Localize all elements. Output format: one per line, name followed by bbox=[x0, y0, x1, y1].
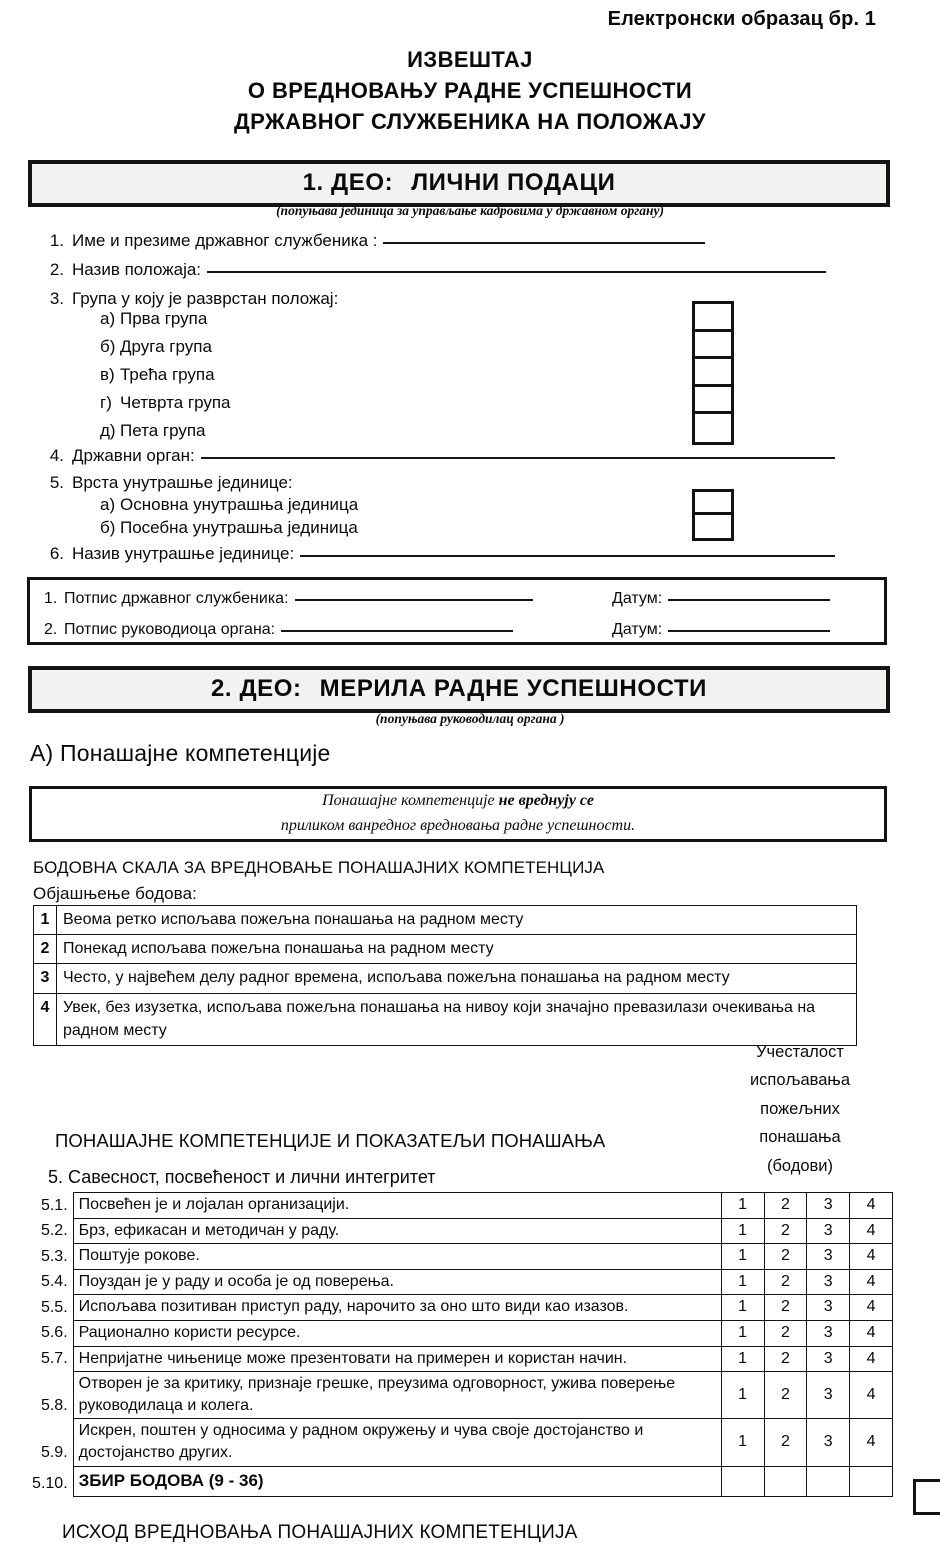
row-5-2-score-3[interactable]: 3 bbox=[807, 1218, 850, 1244]
row-5-3-score-3[interactable]: 3 bbox=[807, 1244, 850, 1270]
group-option-g-letter: г) bbox=[100, 393, 112, 412]
signature-1-label: Потпис државног службеника: bbox=[64, 590, 289, 607]
checkbox-group-d[interactable] bbox=[695, 414, 731, 442]
row-5-6-score-3[interactable]: 3 bbox=[807, 1320, 850, 1346]
total-score-input-box[interactable] bbox=[913, 1479, 940, 1515]
group-option-d bbox=[100, 422, 206, 439]
row-5-10-cell-1[interactable] bbox=[721, 1466, 764, 1497]
signature-2-date-label: Датум: bbox=[612, 621, 663, 638]
signature-box bbox=[27, 577, 887, 645]
group-option-b-letter: б) bbox=[100, 337, 116, 356]
unit-checkbox-stack[interactable] bbox=[692, 489, 734, 541]
row-5-9-score-4[interactable]: 4 bbox=[850, 1419, 893, 1466]
scale-row-3-number: 3 bbox=[34, 964, 57, 993]
note-line-1 bbox=[322, 789, 594, 814]
section-1-header bbox=[28, 160, 890, 207]
row-5-6-score-4[interactable]: 4 bbox=[850, 1320, 893, 1346]
unit-option-b-label: Посебна унутрашња јединица bbox=[120, 518, 358, 537]
row-5-5-number: 5.5. bbox=[40, 1298, 68, 1316]
row-5-7-number: 5.7. bbox=[40, 1350, 68, 1368]
row-5-4-text: Поуздан је у раду и особа је од поверења. bbox=[73, 1269, 721, 1295]
competency-table bbox=[20, 1192, 893, 1497]
competency-table-header: ПОНАШАЈНЕ КОМПЕТЕНЦИЈЕ И ПОКАЗАТЕЉИ ПОНАШАЊА bbox=[55, 1130, 606, 1151]
field-3-number: 3. bbox=[49, 289, 64, 308]
row-5-9-text-line-2: достојанство других. bbox=[78, 1443, 233, 1461]
checkbox-group-b[interactable] bbox=[695, 332, 731, 360]
frequency-header-line-3: пожељних bbox=[760, 1099, 840, 1118]
signature-row-manager-date bbox=[612, 622, 830, 638]
competency-table-wrapper bbox=[20, 1192, 935, 1497]
table-row bbox=[34, 906, 857, 935]
row-5-7-score-2[interactable]: 2 bbox=[764, 1346, 807, 1372]
row-5-6-number: 5.6. bbox=[40, 1324, 68, 1342]
section-1-deo-label: 1. ДЕО: bbox=[302, 169, 394, 196]
row-5-3-score-1[interactable]: 1 bbox=[721, 1244, 764, 1270]
field-row-name bbox=[38, 232, 705, 249]
row-5-5-score-2[interactable]: 2 bbox=[764, 1295, 807, 1321]
row-5-9-text-line-1: Искрен, поштен у односима у радном окружењу и чува своје достојанство и bbox=[78, 1422, 644, 1440]
note-line-1-emphasis: не вреднују се bbox=[498, 792, 594, 810]
row-5-9-text bbox=[73, 1419, 721, 1466]
group-option-b-label: Друга група bbox=[120, 337, 212, 356]
competency-group-title: 5. Савесност, посвећеност и лични интегритет bbox=[48, 1167, 436, 1187]
document-code: Електронски образац бр. 1 bbox=[607, 8, 876, 30]
row-5-8-score-4[interactable]: 4 bbox=[850, 1372, 893, 1419]
frequency-header-line-2: испољавања bbox=[749, 1071, 851, 1090]
table-row bbox=[20, 1320, 893, 1346]
field-6-number: 6. bbox=[49, 544, 64, 563]
field-1-input-line[interactable] bbox=[383, 242, 705, 244]
section-2-deo-label: 2. ДЕО: bbox=[210, 675, 302, 702]
field-3-label: Група у коју је разврстан положај: bbox=[72, 289, 339, 308]
unit-option-b bbox=[100, 519, 358, 536]
row-5-1-score-4[interactable]: 4 bbox=[850, 1193, 893, 1219]
row-5-9-score-3[interactable]: 3 bbox=[807, 1419, 850, 1466]
row-5-2-score-4[interactable]: 4 bbox=[850, 1218, 893, 1244]
scale-row-2-text: Понекад испољава пожељна понашања на радном месту bbox=[57, 935, 857, 964]
row-5-10-cell-4[interactable] bbox=[850, 1466, 893, 1497]
table-row bbox=[20, 1218, 893, 1244]
row-5-8-text-line-2: руководилаца и колега. bbox=[78, 1396, 254, 1414]
signature-row-employee bbox=[44, 591, 533, 607]
row-5-10-number: 5.10. bbox=[32, 1475, 68, 1493]
page-title bbox=[0, 44, 940, 138]
table-row bbox=[20, 1193, 893, 1219]
scale-title: БОДОВНА СКАЛА ЗА ВРЕДНОВАЊЕ ПОНАШАЈНИХ КОМПЕТЕНЦИЈА bbox=[33, 858, 605, 877]
group-checkbox-stack[interactable] bbox=[692, 301, 734, 445]
scale-row-2-number: 2 bbox=[34, 935, 57, 964]
row-5-8-text-line-1: Отворен је за критику, признаје грешке, преузима одговорност, ужива поверење bbox=[78, 1375, 676, 1393]
row-5-1-text: Посвећен је и лојалан организацији. bbox=[73, 1193, 721, 1219]
signature-2-line[interactable] bbox=[281, 630, 513, 632]
row-5-9-score-1[interactable]: 1 bbox=[721, 1419, 764, 1466]
group-option-v-label: Трећа група bbox=[120, 365, 215, 384]
field-5-label: Врста унутрашње јединице: bbox=[72, 473, 293, 492]
field-2-number: 2. bbox=[49, 260, 64, 279]
row-5-10-cell-3[interactable] bbox=[807, 1466, 850, 1497]
table-row bbox=[20, 1244, 893, 1270]
score-scale-table bbox=[33, 905, 857, 1046]
table-row bbox=[20, 1419, 893, 1466]
field-row-state-organ bbox=[38, 447, 835, 464]
signature-1-date-label: Датум: bbox=[612, 590, 663, 607]
checkbox-group-a[interactable] bbox=[695, 304, 731, 332]
table-row-sum bbox=[20, 1466, 893, 1497]
row-5-3-score-2[interactable]: 2 bbox=[764, 1244, 807, 1270]
evaluation-note-box bbox=[29, 786, 887, 842]
row-5-9-number: 5.9. bbox=[40, 1444, 68, 1462]
group-option-d-label: Пета група bbox=[120, 421, 206, 440]
field-row-group bbox=[38, 290, 338, 307]
row-5-1-score-2[interactable]: 2 bbox=[764, 1193, 807, 1219]
heading-behavioral-competencies: А) Понашајне компетенције bbox=[30, 740, 331, 766]
row-5-7-score-1[interactable]: 1 bbox=[721, 1346, 764, 1372]
table-row bbox=[34, 964, 857, 993]
field-row-unit-name bbox=[38, 545, 835, 562]
row-5-8-score-1[interactable]: 1 bbox=[721, 1372, 764, 1419]
unit-option-a-letter: а) bbox=[100, 495, 116, 514]
signature-2-number: 2. bbox=[44, 621, 58, 638]
frequency-header-line-1: Учесталост bbox=[756, 1043, 844, 1061]
title-line-2: О ВРЕДНОВАЊУ РАДНЕ УСПЕШНОСТИ bbox=[247, 78, 693, 104]
row-5-8-text bbox=[73, 1372, 721, 1419]
note-line-2: приликом ванредног вредновања радне успешности. bbox=[280, 817, 636, 834]
row-5-7-score-4[interactable]: 4 bbox=[850, 1346, 893, 1372]
row-5-1-score-3[interactable]: 3 bbox=[807, 1193, 850, 1219]
scale-row-4-text: Увек, без изузетка, испољава пожељна понашања на нивоу који значајно превазилази очекивања на радном месту bbox=[57, 993, 857, 1045]
row-5-8-score-2[interactable]: 2 bbox=[764, 1372, 807, 1419]
group-option-g bbox=[100, 394, 231, 411]
row-5-5-score-1[interactable]: 1 bbox=[721, 1295, 764, 1321]
group-option-a bbox=[100, 310, 207, 327]
row-5-3-number: 5.3. bbox=[40, 1247, 68, 1265]
row-5-2-score-1[interactable]: 1 bbox=[721, 1218, 764, 1244]
section-1-title: ЛИЧНИ ПОДАЦИ bbox=[411, 169, 616, 196]
row-5-5-score-3[interactable]: 3 bbox=[807, 1295, 850, 1321]
table-row bbox=[20, 1372, 893, 1419]
section-1-note: (попуњава јединица за управљање кадровима у државном органу) bbox=[276, 203, 664, 218]
field-4-number: 4. bbox=[49, 446, 64, 465]
frequency-header-line-4: понашања bbox=[759, 1128, 841, 1147]
checkbox-group-v[interactable] bbox=[695, 359, 731, 387]
row-5-6-text: Рационално користи ресурсе. bbox=[73, 1320, 721, 1346]
row-5-2-text: Брз, ефикасан и методичан у раду. bbox=[73, 1218, 721, 1244]
field-5-number: 5. bbox=[49, 473, 64, 492]
section-2-header bbox=[28, 666, 890, 713]
scale-subtitle: Објашњење бодова: bbox=[33, 884, 197, 903]
note-line-1-part1: Понашајне компетенције bbox=[322, 792, 499, 810]
row-5-1-score-1[interactable]: 1 bbox=[721, 1193, 764, 1219]
row-5-3-score-4[interactable]: 4 bbox=[850, 1244, 893, 1270]
row-5-6-score-1[interactable]: 1 bbox=[721, 1320, 764, 1346]
table-row bbox=[20, 1346, 893, 1372]
table-row bbox=[34, 935, 857, 964]
unit-option-a bbox=[100, 496, 358, 513]
row-5-8-score-3[interactable]: 3 bbox=[807, 1372, 850, 1419]
signature-1-line[interactable] bbox=[295, 599, 533, 601]
row-5-10-label: ЗБИР БОДОВА (9 - 36) bbox=[73, 1466, 721, 1497]
group-option-d-letter: д) bbox=[100, 421, 116, 440]
row-5-2-score-2[interactable]: 2 bbox=[764, 1218, 807, 1244]
scale-row-4-number: 4 bbox=[34, 993, 57, 1045]
row-5-9-score-2[interactable]: 2 bbox=[764, 1419, 807, 1466]
group-option-a-letter: а) bbox=[100, 309, 116, 328]
signature-1-date-line[interactable] bbox=[668, 599, 830, 601]
signature-row-employee-date bbox=[612, 591, 830, 607]
signature-row-manager bbox=[44, 622, 513, 638]
row-5-7-score-3[interactable]: 3 bbox=[807, 1346, 850, 1372]
table-row bbox=[20, 1295, 893, 1321]
field-row-position bbox=[38, 261, 826, 278]
row-5-4-score-2[interactable]: 2 bbox=[764, 1269, 807, 1295]
field-4-label: Државни орган: bbox=[72, 446, 195, 465]
title-line-3: ДРЖАВНОГ СЛУЖБЕНИКА НА ПОЛОЖАЈУ bbox=[234, 109, 706, 135]
row-5-3-text: Поштује рокове. bbox=[73, 1244, 721, 1270]
row-5-8-number: 5.8. bbox=[40, 1397, 68, 1415]
group-option-g-label: Четврта група bbox=[120, 393, 231, 412]
table-row bbox=[20, 1269, 893, 1295]
section-2-note: (попуњава руководилац органа ) bbox=[375, 711, 565, 726]
row-5-5-score-4[interactable]: 4 bbox=[850, 1295, 893, 1321]
row-5-6-score-2[interactable]: 2 bbox=[764, 1320, 807, 1346]
field-row-unit-type bbox=[38, 474, 293, 491]
row-5-7-text: Непријатне чињенице може презентовати на примерен и користан начин. bbox=[73, 1346, 721, 1372]
row-5-4-number: 5.4. bbox=[40, 1273, 68, 1291]
title-line-1: ИЗВЕШТАЈ bbox=[407, 47, 533, 72]
unit-option-b-letter: б) bbox=[100, 518, 116, 537]
row-5-10-cell-2[interactable] bbox=[764, 1466, 807, 1497]
row-5-5-text: Испољава позитиван приступ раду, нарочито за оно што види као изазов. bbox=[73, 1295, 721, 1321]
field-6-label: Назив унутрашње јединице: bbox=[72, 544, 295, 563]
field-2-input-line[interactable] bbox=[207, 271, 826, 273]
group-option-v-letter: в) bbox=[100, 365, 115, 384]
scale-row-1-text: Веома ретко испољава пожељна понашања на радном месту bbox=[57, 906, 857, 935]
outcome-heading: ИСХОД ВРЕДНОВАЊА ПОНАШАЈНИХ КОМПЕТЕНЦИЈА bbox=[62, 1522, 578, 1543]
row-5-1-number: 5.1. bbox=[40, 1196, 68, 1214]
field-1-label: Име и презиме државног службеника : bbox=[72, 231, 378, 250]
checkbox-unit-b[interactable] bbox=[695, 515, 731, 538]
field-2-label: Назив положаја: bbox=[72, 260, 202, 279]
signature-2-label: Потпис руководиоца органа: bbox=[64, 621, 276, 638]
signature-1-number: 1. bbox=[44, 590, 58, 607]
checkbox-unit-a[interactable] bbox=[695, 492, 731, 515]
checkbox-group-g[interactable] bbox=[695, 387, 731, 415]
field-6-input-line[interactable] bbox=[300, 555, 835, 557]
scale-row-3-text: Често, у највећем делу радног времена, испољава пожељна понашања на радном месту bbox=[57, 964, 857, 993]
row-5-4-score-4[interactable]: 4 bbox=[850, 1269, 893, 1295]
frequency-header-line-5: (бодови) bbox=[766, 1156, 834, 1175]
group-option-a-label: Прва група bbox=[120, 309, 208, 328]
frequency-column-header bbox=[700, 1038, 900, 1180]
field-4-input-line[interactable] bbox=[201, 457, 835, 459]
unit-option-a-label: Основна унутрашња јединица bbox=[120, 495, 359, 514]
field-1-number: 1. bbox=[49, 231, 64, 250]
group-option-b bbox=[100, 338, 212, 355]
row-5-4-score-1[interactable]: 1 bbox=[721, 1269, 764, 1295]
row-5-4-score-3[interactable]: 3 bbox=[807, 1269, 850, 1295]
row-5-2-number: 5.2. bbox=[40, 1222, 68, 1240]
group-option-v bbox=[100, 366, 215, 383]
signature-2-date-line[interactable] bbox=[668, 630, 830, 632]
scale-row-1-number: 1 bbox=[34, 906, 57, 935]
section-2-title: МЕРИЛА РАДНЕ УСПЕШНОСТИ bbox=[319, 675, 708, 702]
